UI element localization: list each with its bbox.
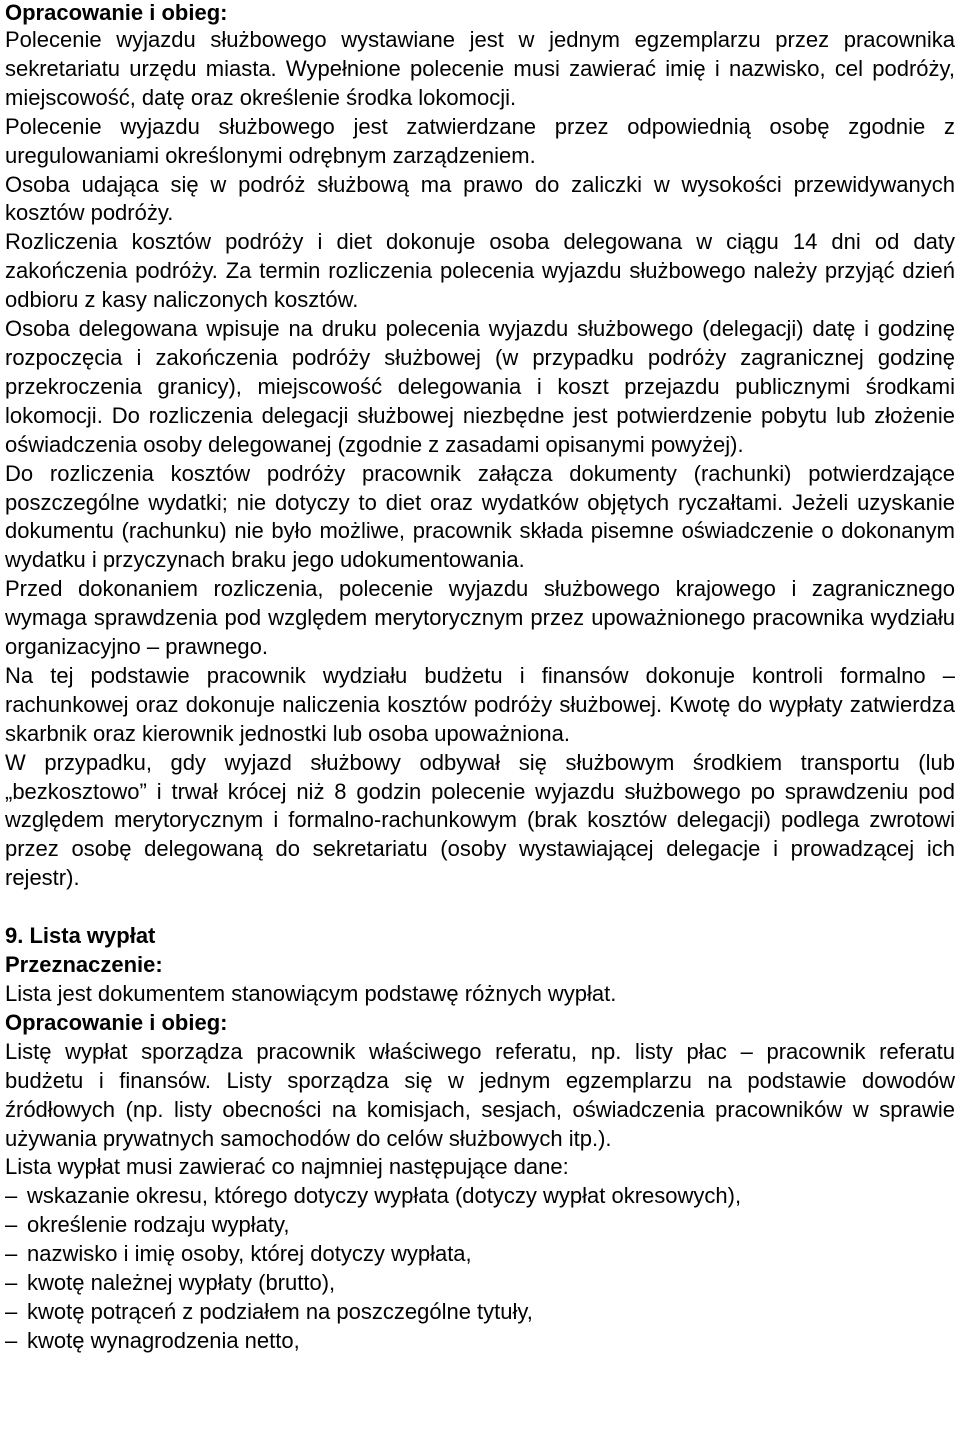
list-item-text: kwotę potrąceń z podziałem na poszczególne tytuły, [27,1298,533,1324]
section-title-lista-wyplat: 9. Lista wypłat [5,923,156,949]
list-item-text: nazwisko i imię osoby, której dotyczy wypłata, [27,1241,472,1267]
list-item-text: kwotę należnej wypłaty (brutto), [27,1270,336,1296]
list-item [5,1182,955,1211]
flow-text: Listę wypłat sporządza pracownik właściwego referatu, np. listy płac – pracownik referatu budżetu i finansów. Listy sporządza się w jednym egzemplarzu na podstawie dowodów źródłowych (np. listy obecności na komisjach, sesjach, oświadczenia pracowników w sprawie używania prywatnych samochodów do celów służbowych itp.). [5,1038,955,1151]
paragraph-4: Rozliczenia kosztów podróży i diet dokonuje osoba delegowana w ciągu 14 dni od daty zakończenia podróży. Za termin rozliczenia polecenia wyjazdu służbowego należy przyjąć dzień odbioru z kasy naliczonych kosztów. [5,229,955,313]
required-data-list [5,1182,955,1355]
section-heading-opracowanie-2: Opracowanie i obieg: [5,1009,228,1035]
paragraph-3: Osoba udająca się w podróż służbową ma prawo do zaliczki w wysokości przewidywanych kosztów podróży. [5,171,955,226]
list-item [5,1240,955,1269]
list-item [5,1269,955,1298]
dash-bullet: – [5,1241,18,1267]
paragraph-6: Do rozliczenia kosztów podróży pracownik załącza dokumenty (rachunki) potwierdzające poszczególne wydatki; nie dotyczy to diet oraz wydatków objętych ryczałtami. Jeżeli uzyskanie dokumentu (rachunku) nie było możliwe, pracownik składa pisemne oświadczenie o dokonanym wydatku i przyczynach braku jego udokumentowania. [5,460,955,573]
dash-bullet: – [5,1183,18,1209]
list-item [5,1211,955,1240]
list-item [5,1327,955,1356]
purpose-text: Lista jest dokumentem stanowiącym podstawę różnych wypłat. [5,981,617,1006]
paragraph-1: Polecenie wyjazdu służbowego wystawiane jest w jednym egzemplarzu przez pracownika sekretariatu urzędu miasta. Wypełnione polecenie musi zawierać imię i nazwisko, cel podróży, miejscowość, datę oraz określenie środka lokomocji. [5,27,955,110]
list-item-text: wskazanie okresu, którego dotyczy wypłata (dotyczy wypłat okresowych), [27,1183,742,1209]
paragraph-5: Osoba delegowana wpisuje na druku polecenia wyjazdu służbowego (delegacji) datę i godzinę rozpoczęcia i zakończenia podróży służbowej (w przypadku podróży zagranicznej godzinę przekroczenia granicy), miejscowość delegowania i koszt przejazdu publicznymi środkami lokomocji. Do rozliczenia delegacji służbowej niezbędne jest potwierdzenie pobytu lub złożenie oświadczenia osoby delegowanej (zgodnie z zasadami opisanymi powyżej). [5,316,955,457]
dash-bullet: – [5,1327,18,1353]
section-heading-opracowanie: Opracowanie i obieg: [5,0,228,25]
paragraph-2: Polecenie wyjazdu służbowego jest zatwierdzane przez odpowiednią osobę zgodnie z uregulowaniami określonymi odrębnym zarządzeniem. [5,113,955,168]
paragraph-8: Na tej podstawie pracownik wydziału budżetu i finansów dokonuje kontroli formalno – rachunkowej oraz dokonuje naliczenia kosztów podróży służbowej. Kwotę do wypłaty zatwierdza skarbnik oraz kierownik jednostki lub osoba upoważniona. [5,662,955,746]
list-item-text: określenie rodzaju wypłaty, [27,1212,290,1238]
dash-bullet: – [5,1298,18,1324]
section-spacer [5,893,955,922]
dash-bullet: – [5,1270,18,1296]
section-heading-przeznaczenie: Przeznaczenie: [5,952,163,978]
list-item-text: kwotę wynagrodzenia netto, [27,1327,300,1353]
paragraph-9: W przypadku, gdy wyjazd służbowy odbywał się służbowym środkiem transportu (lub „bezkosztowo” i trwał krócej niż 8 godzin polecenie wyjazdu służbowego po sprawdzeniu pod względem merytorycznym i formalno-rachunkowym (brak kosztów delegacji) podlega zwrotowi przez osobę delegowaną do sekretariatu (osoby wystawiającej delegacje i prowadzącej ich rejestr). [5,749,955,891]
dash-bullet: – [5,1212,18,1238]
document-page [5,0,955,1356]
paragraph-7: Przed dokonaniem rozliczenia, polecenie wyjazdu służbowego krajowego i zagranicznego wymaga sprawdzenia pod względem merytorycznym przez upoważnionego pracownika wydziału organizacyjno – prawnego. [5,576,955,660]
list-item [5,1298,955,1327]
list-intro: Lista wypłat musi zawierać co najmniej następujące dane: [5,1154,569,1180]
